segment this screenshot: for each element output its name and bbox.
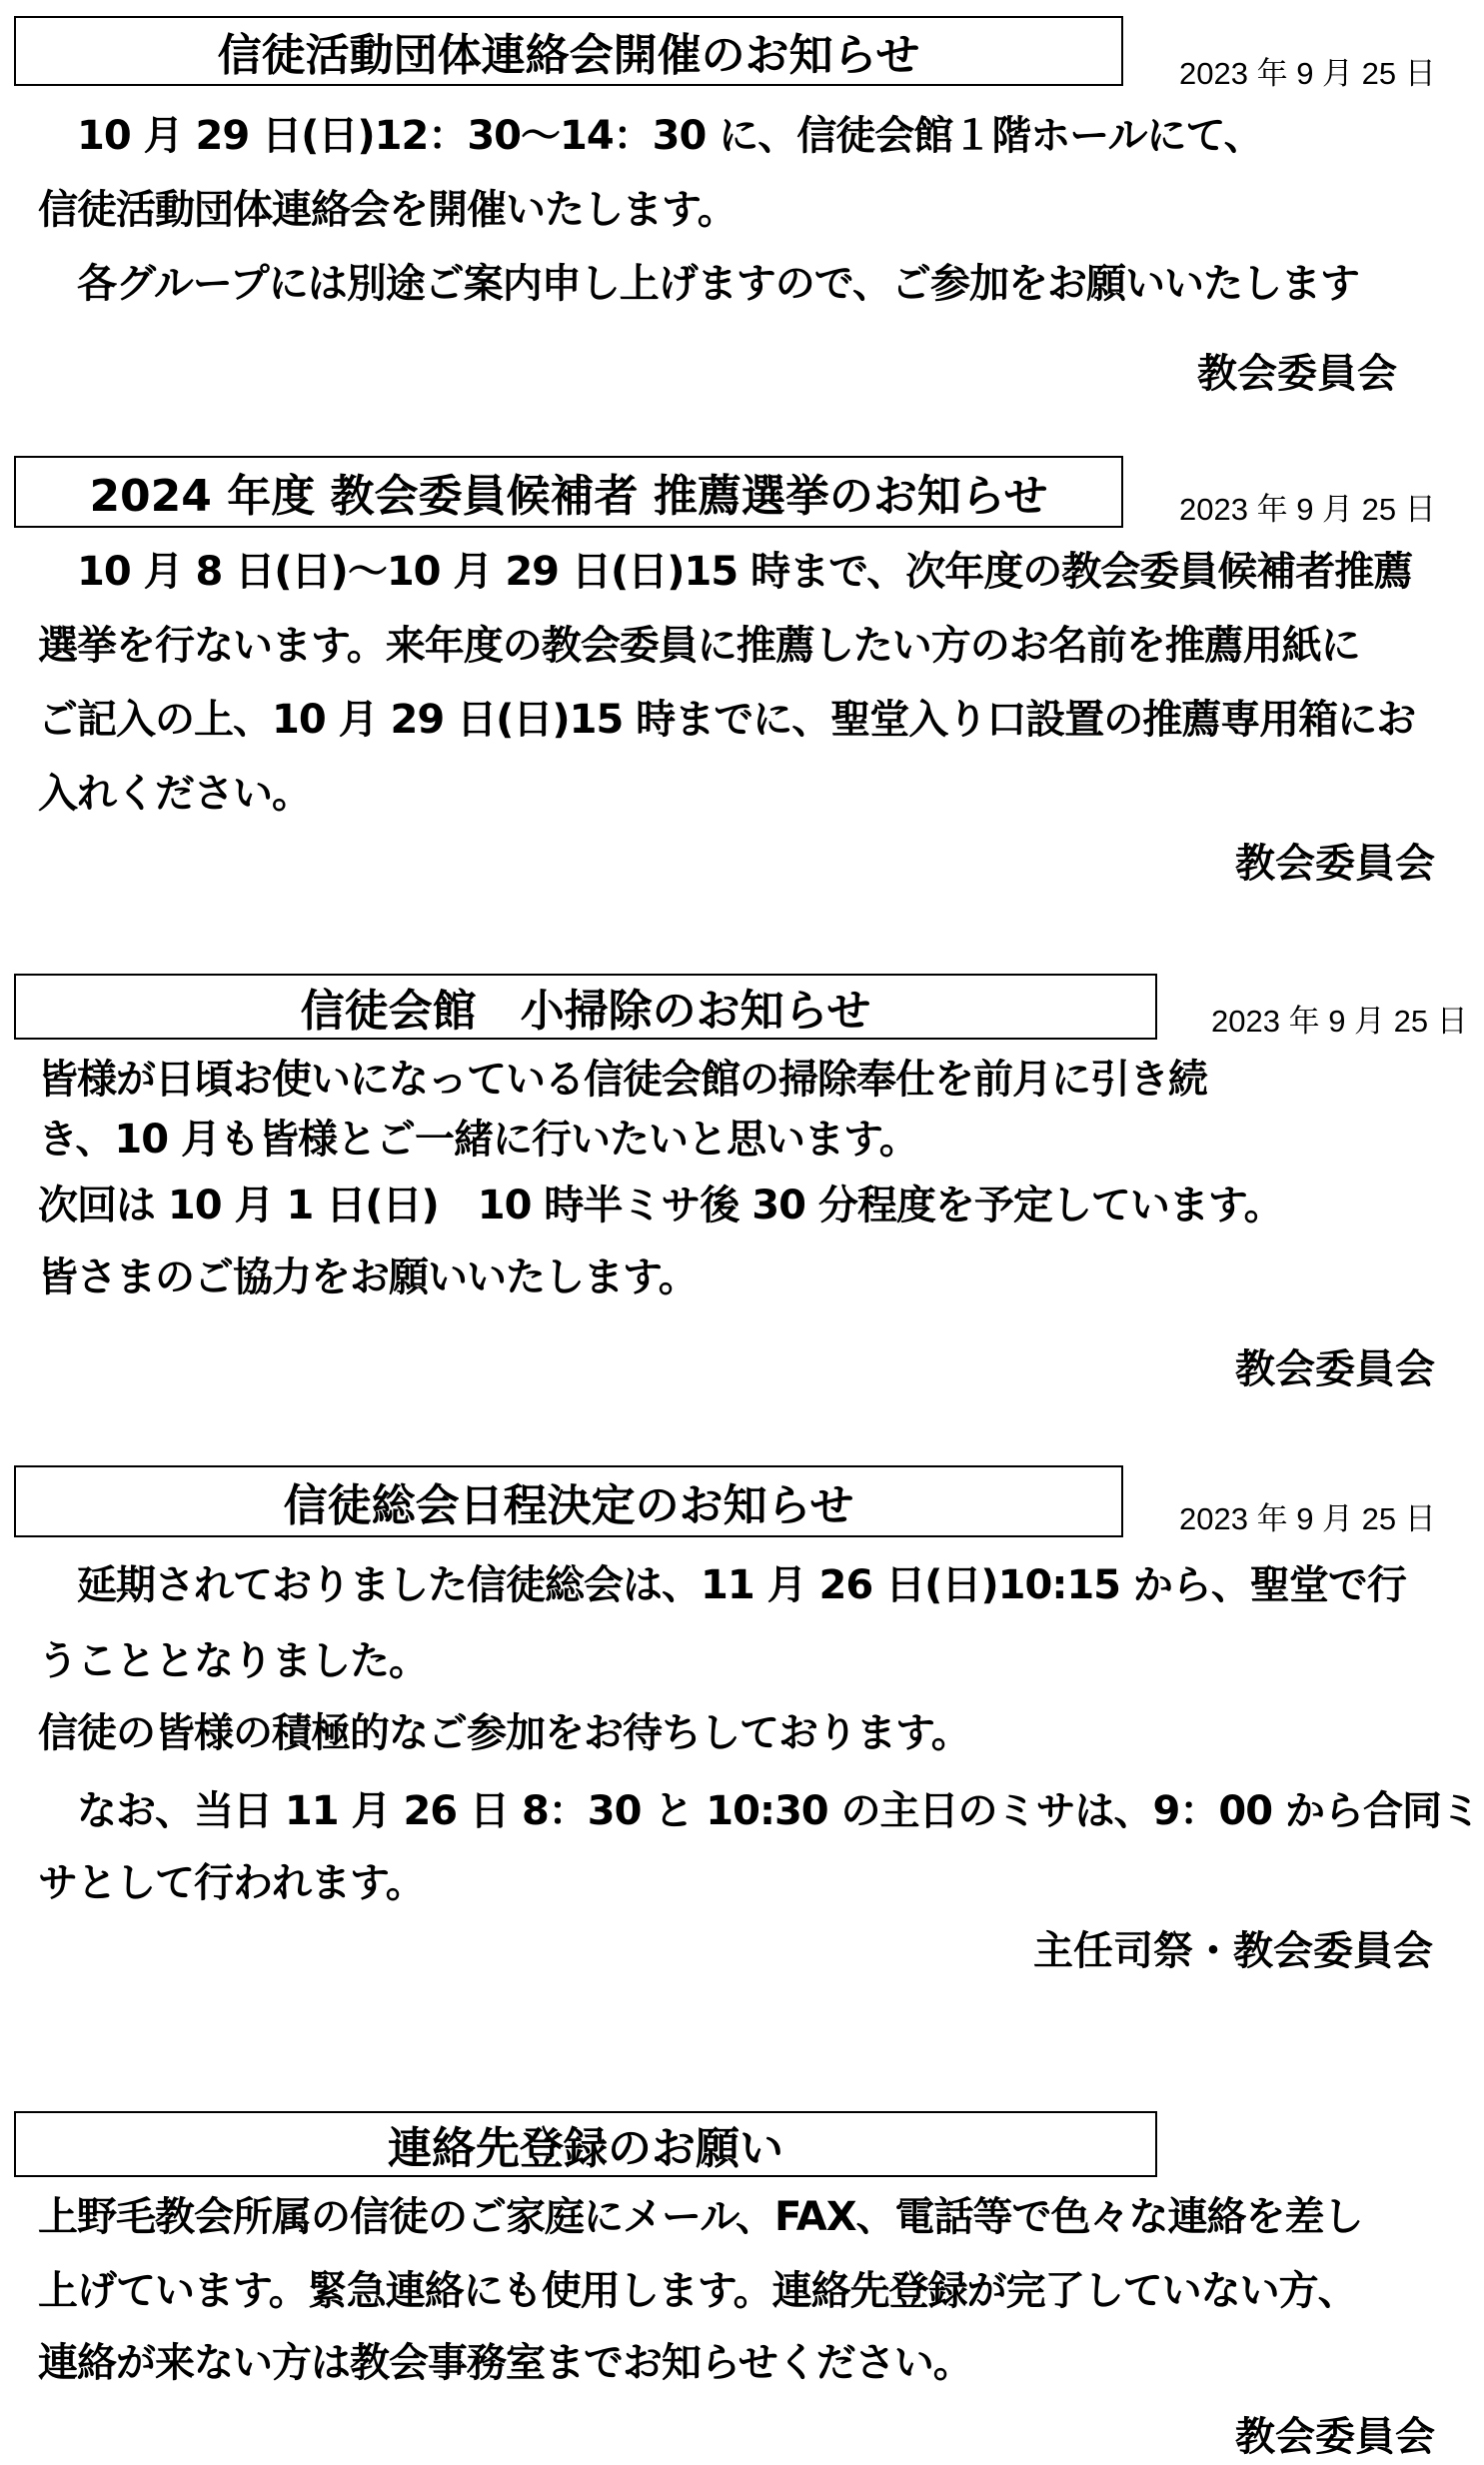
notice-line: 皆様が日頃お使いになっている信徒会館の掃除奉仕を前月に引き続: [38, 1057, 1207, 1103]
notice-title: 信徒総会日程決定のお知らせ: [14, 1465, 1123, 1537]
notice-date: 2023 年 9 月 25 日: [1179, 56, 1436, 91]
notice-line: 連絡が来ない方は教会事務室までお知らせください。: [38, 2340, 972, 2386]
notice-line: うこととなりました。: [38, 1638, 428, 1684]
notice-line: 延期されておりました信徒総会は、11 月 26 日(日)10:15 から、聖堂で行: [38, 1562, 1406, 1608]
notice-signature: 教会委員会: [1235, 841, 1435, 887]
notice-line: 上げています。緊急連絡にも使用します。連絡先登録が完了していない方、: [38, 2268, 1357, 2314]
notice-title: 信徒活動団体連絡会開催のお知らせ: [14, 16, 1123, 86]
notice-title: 2024 年度 教会委員候補者 推薦選挙のお知らせ: [14, 456, 1123, 528]
notice-line: 信徒活動団体連絡会を開催いたします。: [38, 187, 737, 233]
notice-line: 10 月 8 日(日)〜10 月 29 日(日)15 時まで、次年度の教会委員候補者推薦: [38, 549, 1413, 595]
notice-line: 10 月 29 日(日)12：30〜14：30 に、信徒会館１階ホールにて、: [38, 113, 1263, 159]
notice-signature: 教会委員会: [1235, 2414, 1435, 2460]
notice-line: サとして行われます。: [38, 1860, 425, 1906]
notice-line: 信徒の皆様の積極的なご参加をお待ちしております。: [38, 1710, 970, 1756]
notice-line: 入れください。: [38, 771, 311, 817]
notice-signature: 教会委員会: [1235, 1346, 1435, 1392]
notice-line: き、10 月も皆様とご一緒に行いたいと思います。: [38, 1117, 918, 1163]
notice-signature: 教会委員会: [1197, 351, 1397, 397]
notice-line: 上野毛教会所属の信徒のご家庭にメール、FAX、電話等で色々な連絡を差し: [38, 2194, 1363, 2240]
notice-line: ご記入の上、10 月 29 日(日)15 時までに、聖堂入り口設置の推薦専用箱にお: [38, 697, 1416, 743]
notice-signature: 主任司祭・教会委員会: [1033, 1928, 1433, 1974]
notice-date: 2023 年 9 月 25 日: [1179, 492, 1436, 527]
notice-line: 各グループには別途ご案内申し上げますので、ご参加をお願いいたします: [38, 261, 1359, 307]
notice-date: 2023 年 9 月 25 日: [1179, 1501, 1436, 1536]
notice-line: 皆さまのご協力をお願いいたします。: [38, 1254, 698, 1300]
notice-line: 次回は 10 月 1 日(日) 10 時半ミサ後 30 分程度を予定しています。: [38, 1183, 1283, 1229]
notice-line: なお、当日 11 月 26 日 8：30 と 10:30 の主日のミサは、9：00 から合同ミ: [38, 1788, 1480, 1834]
notice-title: 信徒会館 小掃除のお知らせ: [14, 974, 1157, 1040]
notice-line: 選挙を行ないます。来年度の教会委員に推薦したい方のお名前を推薦用紙に: [38, 623, 1360, 669]
notice-title: 連絡先登録のお願い: [14, 2111, 1157, 2177]
notice-date: 2023 年 9 月 25 日: [1211, 1004, 1468, 1039]
